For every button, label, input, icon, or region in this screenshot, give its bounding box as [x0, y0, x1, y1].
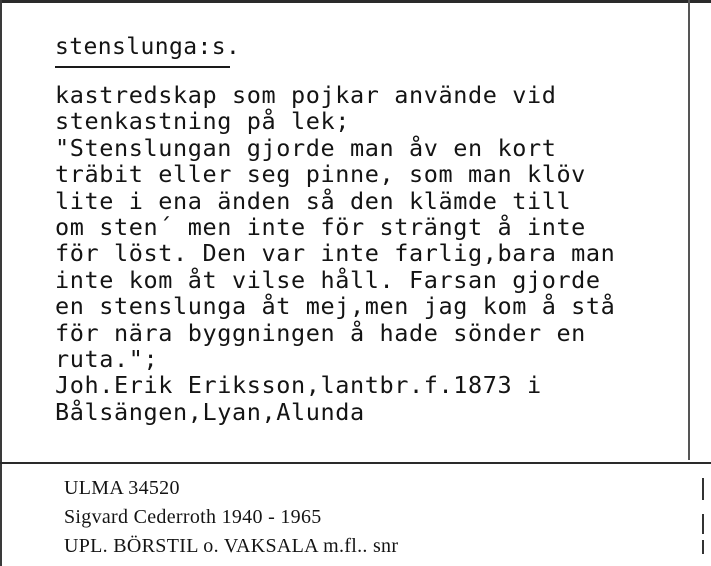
- card-footer: [64, 474, 398, 561]
- card-left-border: [0, 0, 2, 566]
- entry-line: om sten´ men inte för strängt å inte: [55, 212, 586, 241]
- card-right-border: [688, 0, 690, 460]
- entry-line: för löst. Den var inte farlig,bara man: [55, 239, 616, 268]
- entry-line: kastredskap som pojkar använde vid: [55, 81, 557, 109]
- location: UPL. BÖRSTIL o. VAKSALA m.fl.. snr: [64, 535, 399, 557]
- headword-underline: [55, 66, 230, 68]
- entry-line: inte kom åt vilse håll. Farsan gjorde: [55, 265, 601, 294]
- collector: Sigvard Cederroth 1940 - 1965: [64, 506, 322, 528]
- edge-mark: [702, 540, 704, 554]
- edge-mark: [702, 514, 704, 534]
- archive-id: ULMA 34520: [64, 477, 180, 499]
- entry-line: lite i ena änden så den klämde till: [55, 186, 572, 215]
- headword: stenslunga:s.: [55, 34, 241, 60]
- entry-line: för nära byggningen å hade sönder en: [55, 318, 586, 347]
- informant-line: Joh.Erik Eriksson,lantbr.f.1873 i: [55, 371, 542, 400]
- entry-line: ruta.";: [55, 344, 159, 373]
- informant-place-line: Bålsängen,Lyan,Alunda: [55, 397, 365, 426]
- footer-divider: [0, 462, 711, 464]
- entry-line: träbit eller seg pinne, som man klöv: [55, 160, 586, 189]
- entry-text: [55, 82, 615, 425]
- entry-line: en stenslunga åt mej,men jag kom å stå: [55, 292, 616, 321]
- edge-mark: [702, 478, 704, 500]
- entry-line: "Stenslungan gjorde man åv en kort: [55, 133, 557, 162]
- card-top-border: [0, 0, 711, 3]
- entry-line: stenkastning på lek;: [55, 107, 350, 136]
